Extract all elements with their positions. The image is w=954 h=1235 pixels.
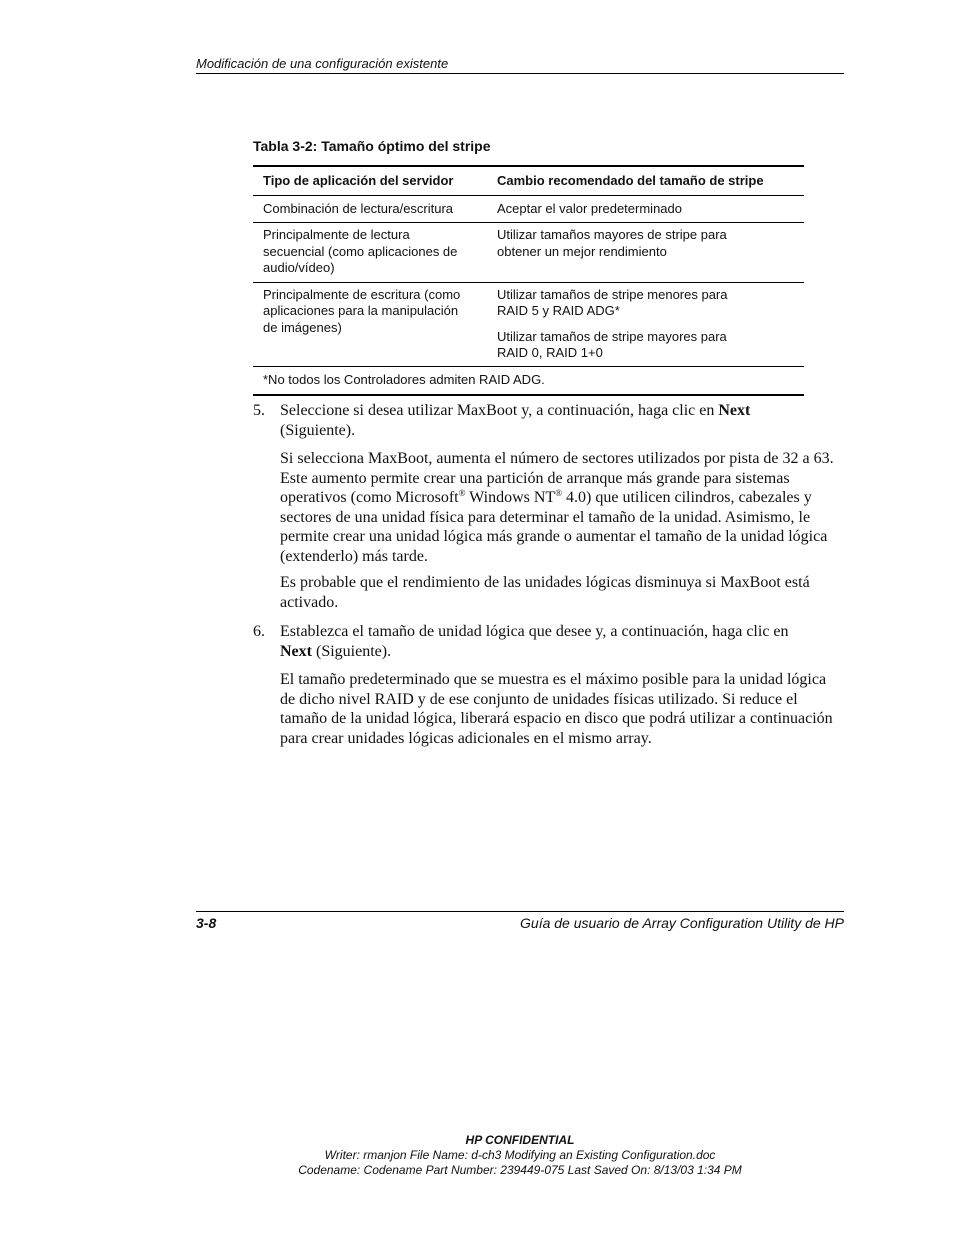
footer-book-title: Guía de usuario de Array Configuration Utility de HP — [520, 915, 844, 931]
table-footnote: *No todos los Controladores admiten RAID ADG. — [263, 371, 545, 387]
confidential-block — [0, 1133, 954, 1178]
step-number-5: 5. — [253, 402, 265, 419]
change-option-raid5-adg: Utilizar tamaños de stripe menores para RAID 5 y RAID ADG* — [497, 286, 728, 318]
default-size-text: El tamaño predeterminado que se muestra es el máximo posible para la unidad lógica de dicho nivel RAID y de ese conjunto de unidades físicas utilizado. Si reduce el tamaño de la unidad lógica, liberará espacio en disco que podrá utilizar a continuación para crear unidades lógicas adicionales en el mismo array. — [280, 671, 833, 747]
page-number: 3-8 — [196, 915, 217, 931]
running-head-title: Modificación de una configuración existente — [196, 56, 449, 71]
maxboot-text-part2: Windows NT — [465, 489, 556, 506]
table-row — [253, 283, 804, 367]
cell-application-type: Combinación de lectura/escritura — [263, 200, 454, 216]
footer-rule — [196, 911, 844, 912]
cell-recommended-change — [487, 283, 804, 366]
step-5-instruction: Seleccione si desea utilizar MaxBoot y, a continuación, haga clic en — [280, 402, 719, 419]
table-row — [253, 196, 804, 224]
cell-recommended-change: Aceptar el valor predeterminado — [497, 200, 682, 216]
step-number-6: 6. — [253, 623, 265, 640]
maxboot-performance-note — [280, 573, 840, 612]
next-label: Next — [280, 642, 312, 660]
default-size-explanation — [280, 670, 840, 748]
cell-application-type: Principalmente de lectura secuencial (como aplicaciones de audio/vídeo) — [263, 227, 458, 275]
confidential-codename-line: Codename: Codename Part Number: 239449-075 Last Saved On: 8/13/03 1:34 PM — [298, 1163, 742, 1177]
step-6-instruction: Establezca el tamaño de unidad lógica que desee y, a continuación, haga clic en — [280, 623, 789, 640]
table-row — [253, 223, 804, 283]
column-header-application-type: Tipo de aplicación del servidor — [263, 173, 454, 188]
maxboot-text-part1: Si selecciona MaxBoot, aumenta el número de sectores utilizados por pista de 32 a 63. Este aumento permite crear una partición de arranque más grande para sistemas operativos (como Microsoft — [280, 450, 834, 506]
maxboot-explanation — [280, 449, 842, 566]
header-rule — [196, 73, 844, 74]
confidential-writer-line: Writer: rmanjon File Name: d-ch3 Modifying an Existing Configuration.doc — [324, 1148, 716, 1162]
confidential-title: HP CONFIDENTIAL — [465, 1133, 575, 1147]
table-footnote-row — [253, 367, 804, 395]
step-5-text — [280, 401, 840, 440]
column-header-recommended-change: Cambio recomendado del tamaño de stripe — [497, 173, 764, 188]
cell-application-type: Principalmente de escritura (como aplicaciones para la manipulación de imágenes) — [263, 286, 461, 335]
table-caption: Tabla 3-2: Tamaño óptimo del stripe — [253, 138, 491, 154]
stripe-size-table — [253, 165, 804, 396]
maxboot-performance-text: Es probable que el rendimiento de las unidades lógicas disminuya si MaxBoot está activado. — [280, 574, 810, 611]
next-label: Next — [718, 402, 751, 419]
step-6-instruction-end: (Siguiente). — [311, 642, 392, 660]
change-option-raid0-raid10: Utilizar tamaños de stripe mayores para RAID 0, RAID 1+0 — [497, 328, 727, 360]
step-6-text — [280, 622, 840, 661]
maxboot-text-part3: 4.0) que utilicen cilindros, cabezales y sectores de una unidad física para determinar el tamaño de la unidad. Asimismo, le permite crear una unidad lógica más grande o aumentar el tamaño de la unidad lógica (extenderlo) más tarde. — [280, 489, 828, 565]
registered-mark: ® — [458, 488, 466, 498]
registered-mark: ® — [555, 488, 563, 498]
cell-recommended-change: Utilizar tamaños mayores de stripe para obtener un mejor rendimiento — [497, 227, 727, 259]
table-header-row — [253, 167, 804, 196]
step-5-instruction-end: (Siguiente). — [280, 421, 356, 439]
